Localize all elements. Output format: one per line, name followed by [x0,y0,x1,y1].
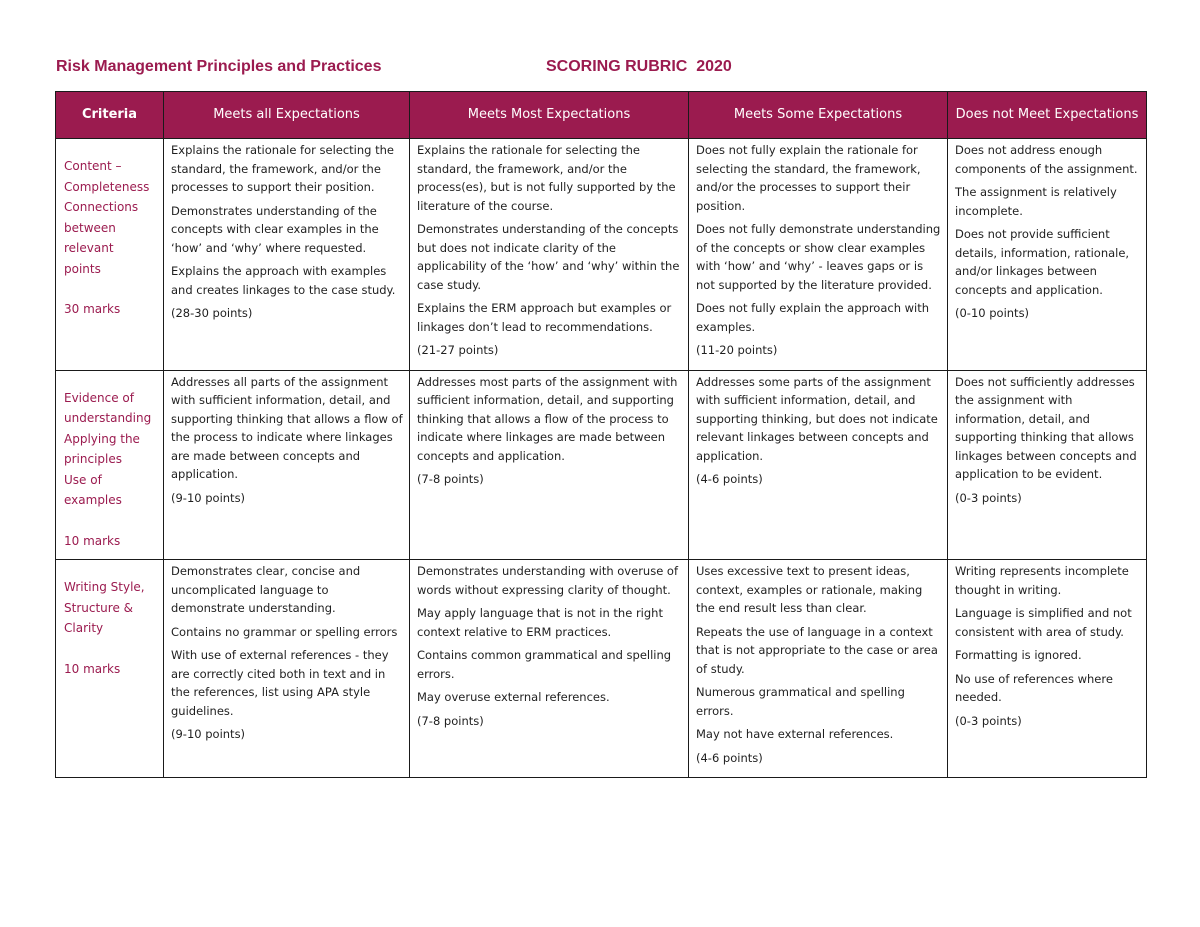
points-range: (21-27 points) [417,343,499,357]
criteria-label-line: Writing Style, [64,580,145,594]
criterion-description: Does not fully explain the rationale for selecting the standard, the framework, and/or the processes to support their position. [696,143,921,213]
points-range: (0-10 points) [955,306,1030,320]
criterion-description: Demonstrates understanding with overuse of words without expressing clarity of thought. [417,564,679,597]
criterion-description: Does not address enough components of the assignment. [955,143,1138,176]
criterion-description: Uses excessive text to present ideas, context, examples or rationale, making the end result less than clear. [696,564,923,615]
table-row [56,139,1147,371]
criteria-label-line: examples [64,493,122,507]
column-header-meets-all: Meets all Expectations [164,92,410,139]
criteria-label-line: Evidence of [64,390,134,405]
document-header [56,58,1146,80]
criteria-label-line: relevant [64,241,114,255]
criterion-description: Demonstrates understanding of the concepts but does not indicate clarity of the applicability of the ‘how’ and ‘why’ within the case study. [417,222,680,292]
criterion-description: Numerous grammatical and spelling errors. [696,685,905,718]
column-header-meets-some: Meets Some Expectations [689,92,948,139]
criterion-description: Addresses some parts of the assignment with sufficient information, detail, and supporting thinking, but does not indicate relevant linkages between concepts and application. [696,374,938,463]
column-header-criteria: Criteria [56,92,164,139]
criteria-marks: 10 marks [64,533,121,548]
criterion-description: Contains common grammatical and spelling errors. [417,648,672,681]
rubric-cell-meets-most [410,370,689,560]
criterion-description: Addresses all parts of the assignment with sufficient information, detail, and supporting thinking that allows a flow of the process to indicate where linkages are made between concepts and application. [171,374,403,481]
criterion-description: Explains the rationale for selecting the standard, the framework, and/or the processes to support their position. [171,143,394,194]
criteria-label-line: Completeness [64,179,150,194]
criterion-description: Contains no grammar or spelling errors [171,624,398,639]
column-header-meets-most: Meets Most Expectations [410,92,689,139]
document-subtitle: SCORING RUBRIC 2020 [546,58,732,75]
criterion-description: Writing represents incomplete thought in writing. [955,564,1129,597]
criterion-description: Language is simplified and not consistent with area of study. [955,606,1132,639]
criteria-cell [56,370,164,560]
rubric-cell-meets-some [689,370,948,560]
criteria-marks: 30 marks [64,302,121,316]
criterion-description: May apply language that is not in the right context relative to ERM practices. [417,606,663,639]
criterion-description: Explains the ERM approach but examples or linkages don’t lead to recommendations. [417,301,672,334]
criterion-description: Repeats the use of language in a context that is not appropriate to the case or area of study. [696,624,938,676]
points-range: (0-3 points) [955,490,1022,505]
criteria-label-line: understanding [64,411,152,425]
criteria-label-line: points [64,261,101,276]
points-range: (11-20 points) [696,343,778,357]
criteria-marks: 10 marks [64,661,121,676]
rubric-cell-meets-some [689,139,948,371]
points-range: (4-6 points) [696,472,763,486]
criterion-description: Addresses most parts of the assignment with sufficient information, detail, and supporting thinking that allows a flow of the process to indicate where linkages are made between concepts and application. [417,374,678,463]
points-range: (28-30 points) [171,306,253,320]
criteria-cell [56,560,164,778]
rubric-cell-meets-some [689,560,948,778]
criterion-description: Formatting is ignored. [955,648,1082,662]
points-range: (4-6 points) [696,750,763,765]
rubric-cell-meets-all [164,139,410,371]
criterion-description: Explains the rationale for selecting the standard, the framework, and/or the process(es), but is not fully supported by the literature of the course. [417,143,676,213]
criteria-label-line: principles [64,452,123,466]
criterion-description: Does not provide sufficient details, information, rationale, and/or linkages between concepts and application. [955,227,1130,297]
points-range: (0-3 points) [955,713,1022,728]
criteria-label-line: Content – [64,159,122,173]
rubric-body [56,139,1147,778]
criterion-description: Demonstrates understanding of the concepts with clear examples in the ‘how’ and ‘why’ where requested. [171,203,379,255]
rubric-cell-does-not-meet [948,370,1147,560]
header-row [56,92,1147,139]
criterion-description: With use of external references - they are correctly cited both in text and in the references, list using APA style guidelines. [171,648,389,718]
criterion-description: Demonstrates clear, concise and uncomplicated language to demonstrate understanding. [171,564,361,615]
document-title: Risk Management Principles and Practices [56,58,382,75]
criterion-description: The assignment is relatively incomplete. [955,185,1117,218]
points-range: (9-10 points) [171,490,246,505]
rubric-cell-meets-all [164,560,410,778]
rubric-cell-meets-most [410,139,689,371]
rubric-cell-does-not-meet [948,139,1147,371]
points-range: (7-8 points) [417,472,484,486]
table-row [56,370,1147,560]
criteria-label-line: Use of [64,472,102,487]
criteria-label-line: between [64,220,116,235]
criterion-description: No use of references where needed. [955,671,1113,704]
rubric-cell-meets-all [164,370,410,560]
criteria-label-line: Applying the [64,431,140,446]
criterion-description: May not have external references. [696,727,894,741]
scoring-rubric-table [55,91,1147,778]
criterion-description: May overuse external references. [417,690,610,704]
rubric-cell-meets-most [410,560,689,778]
criterion-description: Does not fully explain the approach with examples. [696,301,930,334]
criteria-cell [56,139,164,371]
table-row [56,560,1147,778]
criterion-description: Explains the approach with examples and creates linkages to the case study. [171,264,396,297]
points-range: (9-10 points) [171,727,246,741]
column-header-does-not-meet: Does not Meet Expectations [948,92,1147,139]
criterion-description: Does not sufficiently addresses the assignment with information, detail, and supporting thinking that allows linkages between concepts and application to be evident. [955,374,1137,481]
criterion-description: Does not fully demonstrate understanding of the concepts or show clear examples with ‘how’ and ‘why’ - leaves gaps or is not supported by the literature provided. [696,222,941,292]
criteria-label-line: Structure & [64,600,133,615]
criteria-label-line: Clarity [64,621,104,635]
criteria-label-line: Connections [64,200,139,214]
points-range: (7-8 points) [417,713,484,728]
rubric-cell-does-not-meet [948,560,1147,778]
